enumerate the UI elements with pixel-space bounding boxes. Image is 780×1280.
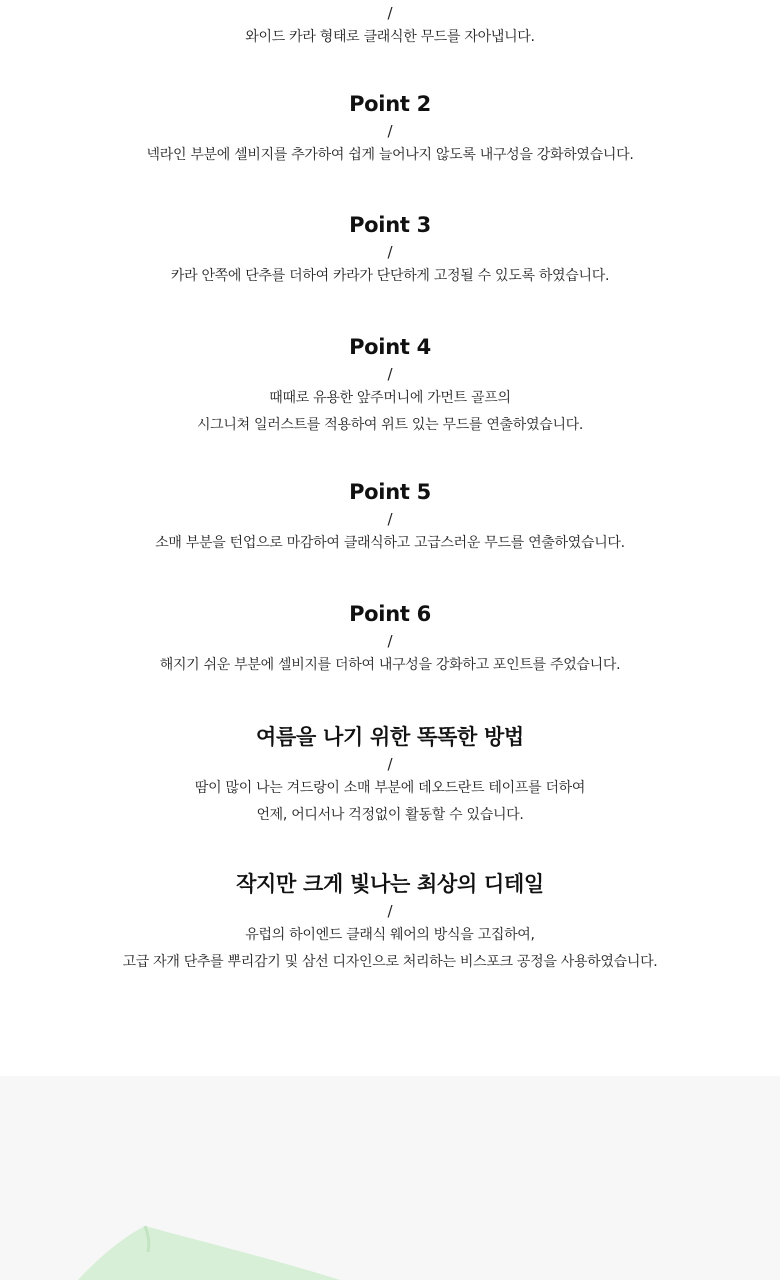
summer-tip-section (0, 723, 780, 829)
summer-tip-description-line-1: 땀이 많이 나는 겨드랑이 소매 부분에 데오드란트 테이프를 더하여 (194, 780, 586, 796)
collar-shape (78, 1226, 340, 1280)
point-2-title: Point 2 (349, 92, 431, 116)
point-4-title: Point 4 (349, 335, 431, 359)
point-5-description-line-1: 소매 부분을 턴업으로 마감하여 클래식하고 고급스러운 무드를 연출하였습니다. (155, 535, 625, 551)
craftsmanship-title: 작지만 크게 빛나는 최상의 디테일 (236, 872, 544, 896)
craftsmanship-section (0, 870, 780, 976)
summer-tip-description-line-2: 언제, 어디서나 걱정없이 활동할 수 있습니다. (256, 807, 524, 823)
point-3-title: Point 3 (349, 213, 431, 237)
point-6-section (0, 600, 780, 679)
point-6-title: Point 6 (349, 602, 431, 626)
point-5-section (0, 478, 780, 557)
point-1-description-line-1: 와이드 카라 형태로 클래식한 무드를 자아냅니다. (245, 29, 535, 45)
product-photo (0, 1076, 780, 1280)
shirt-collar-image (0, 1076, 780, 1280)
point-6-description-line-1: 해지기 쉬운 부분에 셀비지를 더하여 내구성을 강화하고 포인트를 주었습니다. (159, 657, 621, 673)
point-2-description-line-1: 넥라인 부분에 셀비지를 추가하여 쉽게 늘어나지 않도록 내구성을 강화하였습니다. (146, 147, 634, 163)
summer-tip-divider: / (387, 755, 393, 773)
point-1-section (0, 2, 780, 51)
point-3-description-line-1: 카라 안쪽에 단추를 더하여 카라가 단단하게 고정될 수 있도록 하였습니다. (170, 268, 610, 284)
craftsmanship-description-line-2: 고급 자개 단추를 뿌리감기 및 삼선 디자인으로 처리하는 비스포크 공정을 사용하였습니다. (122, 954, 658, 970)
point-5-divider: / (387, 510, 393, 528)
summer-tip-title: 여름을 나기 위한 똑똑한 방법 (256, 725, 524, 749)
point-3-section (0, 211, 780, 290)
point-4-divider: / (387, 365, 393, 383)
point-2-section (0, 90, 780, 169)
point-5-title: Point 5 (349, 480, 431, 504)
point-2-divider: / (387, 122, 393, 140)
point-3-divider: / (387, 243, 393, 261)
point-1-divider: / (387, 4, 393, 22)
point-4-description-line-2: 시그니쳐 일러스트를 적용하여 위트 있는 무드를 연출하였습니다. (196, 417, 584, 433)
point-4-section (0, 333, 780, 439)
craftsmanship-description-line-1: 유럽의 하이엔드 클래식 웨어의 방식을 고집하여, (245, 927, 535, 943)
craftsmanship-divider: / (387, 902, 393, 920)
point-6-divider: / (387, 632, 393, 650)
point-4-description-line-1: 때때로 유용한 앞주머니에 가먼트 골프의 (269, 390, 511, 406)
